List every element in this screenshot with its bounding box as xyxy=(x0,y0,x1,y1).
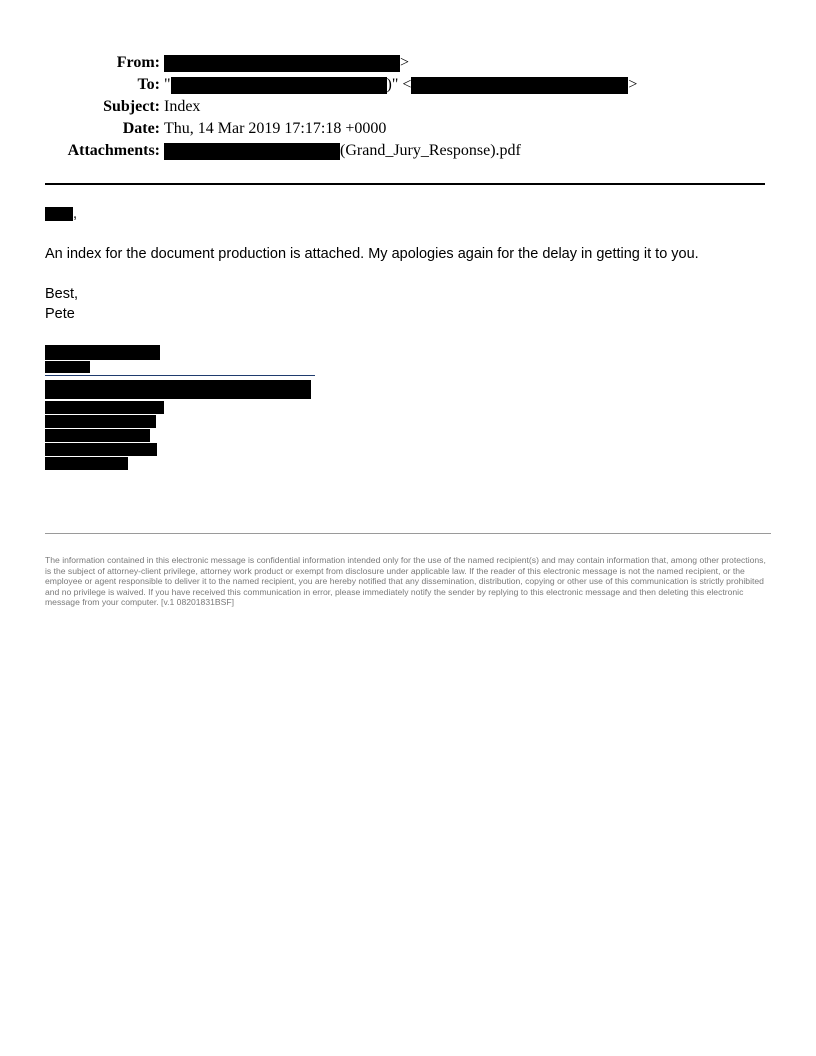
to-label: To: xyxy=(137,76,160,93)
confidentiality-disclaimer: The information contained in this electronic message is confidential information intended only for the use of the named recipient(s) and may contain information that, among other protections, is the subject of attorney-client privilege, attorney work product or exempt from disclosure under applicable law. If the reader of this electronic message is not the named recipient, or the employee or agent responsible to deliver it to the named recipient, you are hereby notified that any dissemination, distribution, copying or other use of this communication is strictly prohibited and no privilege is waived. If you have received this communication in error, please immediately notify the sender by replying to this electronic message and then deleting this electronic message from your computer. [v.1 08201831BSF] xyxy=(45,555,766,607)
to-row xyxy=(0,75,816,95)
date-row xyxy=(0,119,816,139)
to-open-quote: " xyxy=(164,76,171,93)
attachment-link[interactable] xyxy=(164,141,521,161)
greeting xyxy=(45,204,77,224)
header-divider xyxy=(45,183,765,185)
attachments-label: Attachments: xyxy=(67,142,160,159)
date-value: Thu, 14 Mar 2019 17:17:18 +0000 xyxy=(164,120,387,137)
closing: Best, xyxy=(45,286,79,302)
attachment-suffix: (Grand_Jury_Response).pdf xyxy=(340,142,521,159)
to-mid: )" < xyxy=(386,76,412,93)
greeting-suffix: , xyxy=(73,206,78,222)
redacted-signature-line xyxy=(45,429,150,442)
redacted-recipient-first-name xyxy=(45,207,73,221)
redacted-attachment-prefix xyxy=(164,143,340,160)
subject-value: Index xyxy=(164,98,201,115)
attachments-row xyxy=(0,141,816,161)
from-value xyxy=(164,53,409,73)
redacted-recipient-name xyxy=(171,77,387,94)
subject-label: Subject: xyxy=(103,98,160,115)
redacted-signature-line xyxy=(45,401,164,414)
signature-divider xyxy=(45,375,315,376)
redacted-signature-line xyxy=(45,361,90,373)
to-suffix: > xyxy=(628,76,638,93)
date-label: Date: xyxy=(122,120,160,137)
to-value xyxy=(164,75,637,95)
redacted-signature-line xyxy=(45,443,157,456)
signature-name: Pete xyxy=(45,306,75,322)
from-label: From: xyxy=(116,54,160,71)
subject-row xyxy=(0,97,816,117)
redacted-signature-line xyxy=(45,380,311,399)
redacted-signature-line xyxy=(45,415,156,428)
from-row xyxy=(0,53,816,73)
from-suffix: > xyxy=(400,54,410,71)
redacted-recipient-email xyxy=(411,77,628,94)
redacted-sender xyxy=(164,55,400,72)
redacted-signature-line xyxy=(45,345,160,360)
redacted-signature-line xyxy=(45,457,128,470)
disclaimer-divider xyxy=(45,533,771,534)
message-body: An index for the document production is attached. My apologies again for the delay in getting it to you. xyxy=(45,246,699,262)
